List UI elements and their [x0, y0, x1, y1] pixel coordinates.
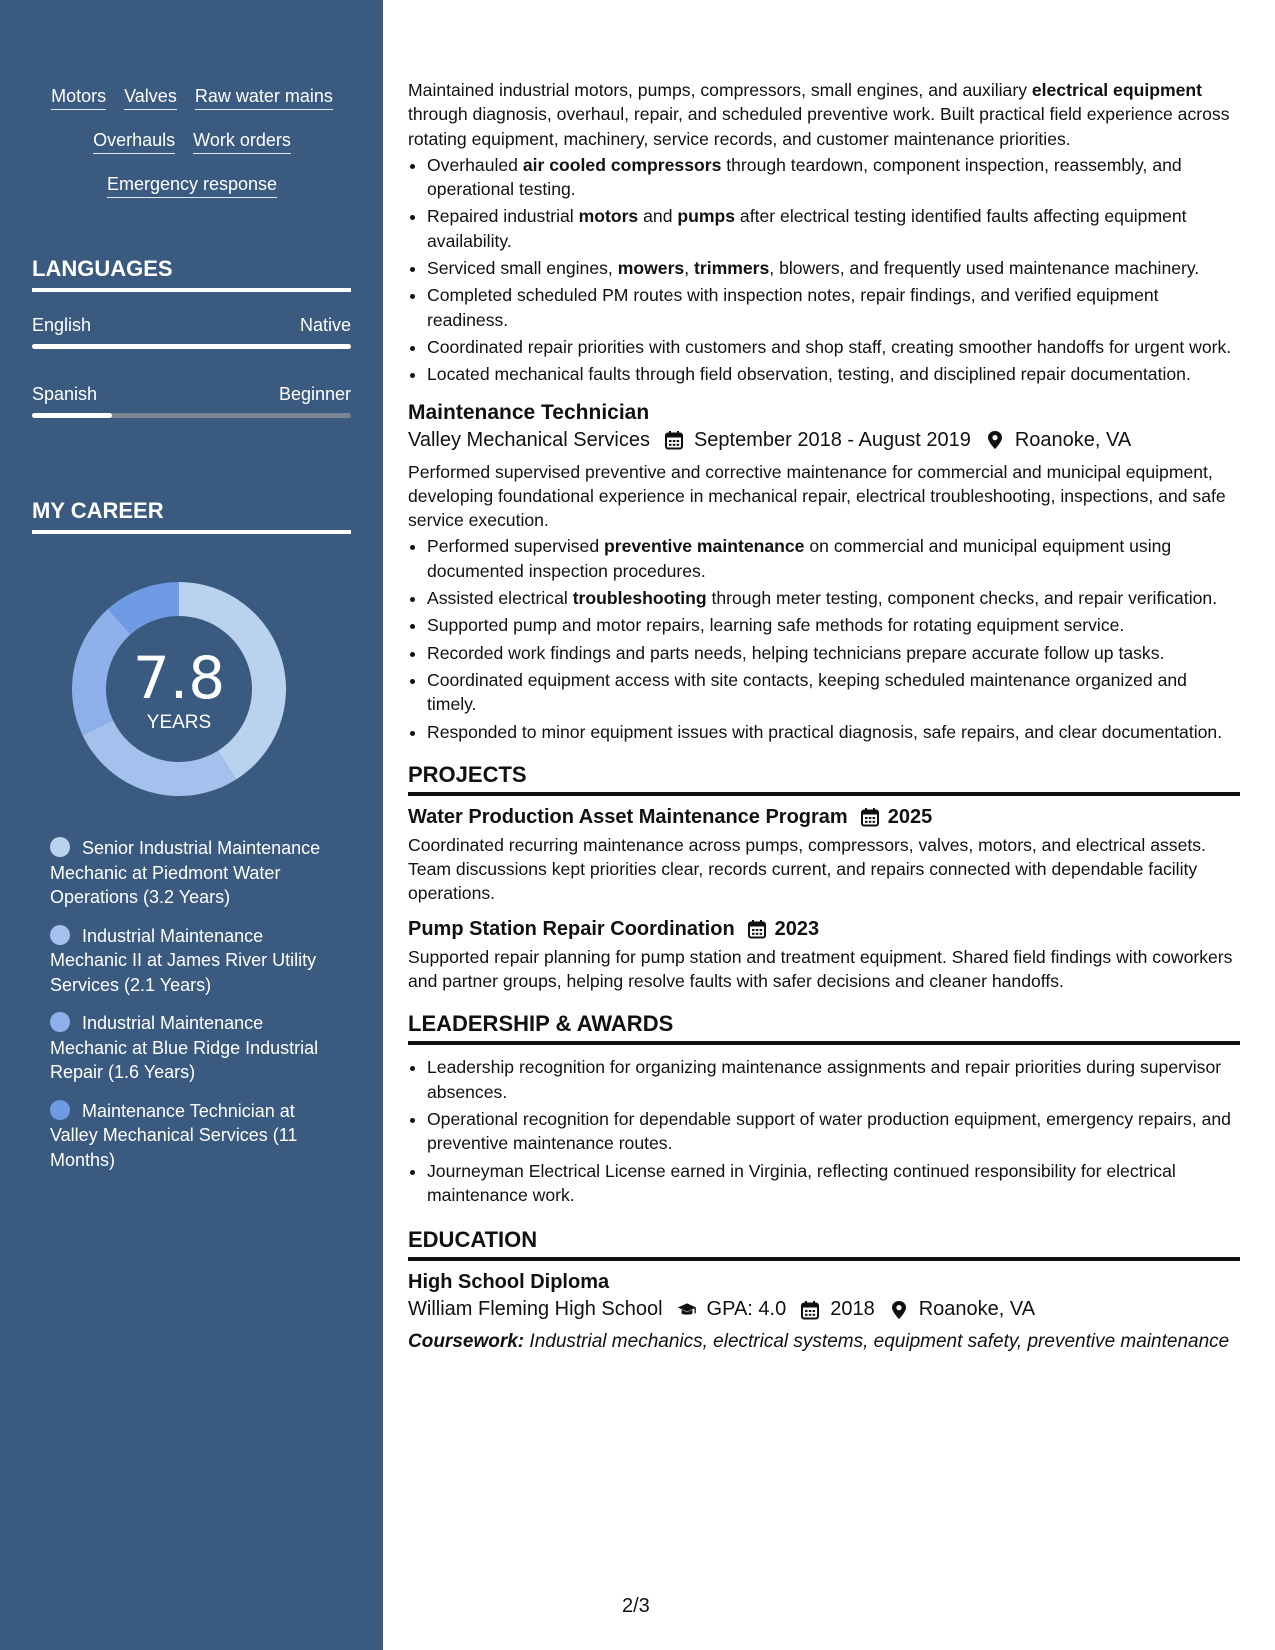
job-company: Valley Mechanical Services [408, 428, 650, 451]
career-heading: MY CAREER [32, 498, 351, 534]
skill-row [32, 174, 352, 198]
previous-job-summary: Maintained industrial motors, pumps, compressors, small engines, and auxiliary electrical equipment through diagnosis, overhaul, repair, and scheduled preventive work. Built practical field experience across rotating equipment, machinery, service records, and customer maintenance priorities. [408, 80, 1230, 149]
career-donut-chart [66, 576, 292, 802]
calendar-icon [800, 1300, 820, 1320]
bullet-item: • Performed supervised preventive maintenance on commercial and municipal equipment using documented inspection procedures. [427, 534, 1240, 583]
gpa: GPA: 4.0 [706, 1298, 787, 1321]
language-bar-fill [32, 344, 351, 349]
project-description: Coordinated recurring maintenance across pumps, compressors, valves, motors, and electrical assets. Team discussions kept priorities clear, records current, and repairs connected with dependable facility operations. [408, 834, 1206, 904]
skills-tags [32, 86, 352, 218]
calendar-icon [664, 430, 684, 450]
skill-tag: Overhauls [93, 130, 175, 154]
legend-dot [50, 925, 70, 945]
bullet-item: • Coordinated repair priorities with customers and shop staff, creating smoother handoffs for urgent work. [427, 335, 1240, 359]
education-heading: EDUCATION [408, 1227, 1240, 1261]
skill-tag: Motors [51, 86, 106, 110]
calendar-icon [747, 919, 767, 939]
skill-row [32, 130, 352, 154]
career-item [50, 1011, 340, 1085]
career-list [50, 836, 340, 1186]
bullet-item: • Completed scheduled PM routes with inspection notes, repair findings, and verified equipment readiness. [427, 283, 1240, 332]
language-bar-fill [32, 413, 112, 418]
coursework [408, 1329, 1240, 1354]
project-name: Pump Station Repair Coordination [408, 917, 735, 940]
location-pin-icon [985, 430, 1005, 450]
education-meta [408, 1298, 1240, 1321]
language-bar [32, 344, 351, 349]
graduation-cap-icon [677, 1300, 697, 1320]
job-title: Maintenance Technician [408, 400, 650, 424]
language-name: Spanish [32, 384, 98, 404]
bullet-item: • Journeyman Electrical License earned in Virginia, reflecting continued responsibility for electrical maintenance work. [427, 1159, 1240, 1208]
career-item-label: Industrial Maintenance Mechanic II at James River Utility Services (2.1 Years) [50, 925, 317, 995]
job-summary: Performed supervised preventive and corrective maintenance for commercial and municipal equipment, developing foundational experience in mechanical repair, electrical troubleshooting, inspections, and safe service execution. [408, 461, 1226, 531]
language-bar [32, 413, 351, 418]
coursework-label: Coursework: [408, 1331, 525, 1353]
bullet-item: • Located mechanical faults through field observation, testing, and disciplined repair documentation. [427, 362, 1240, 386]
school-name: William Fleming High School [408, 1298, 663, 1321]
project-year: 2023 [774, 917, 820, 940]
bullet-item: • Assisted electrical troubleshooting through meter testing, component checks, and repair verification. [427, 586, 1240, 610]
bullet-item: • Serviced small engines, mowers, trimmers, blowers, and frequently used maintenance machinery. [427, 256, 1240, 280]
language-row [32, 384, 351, 405]
calendar-icon [860, 807, 880, 827]
career-item-label: Industrial Maintenance Mechanic at Blue Ridge Industrial Repair (1.6 Years) [50, 1013, 319, 1082]
page-number: 2/3 [622, 1595, 650, 1617]
coursework-text: Industrial mechanics, electrical systems, equipment safety, preventive maintenance [529, 1331, 1230, 1353]
bullet-item: • Overhauled air cooled compressors through teardown, component inspection, reassembly, and operational testing. [427, 153, 1240, 202]
career-item-label: Maintenance Technician at Valley Mechanical Services (11 Months) [50, 1100, 298, 1170]
bullet-item: • Repaired industrial motors and pumps after electrical testing identified faults affecting equipment availability. [427, 204, 1240, 253]
school-location: Roanoke, VA [918, 1298, 1036, 1321]
projects-heading: PROJECTS [408, 762, 1240, 796]
bullet-item: • Supported pump and motor repairs, learning safe methods for rotating equipment service. [427, 613, 1240, 637]
bullet-item: • Responded to minor equipment issues with practical diagnosis, safe repairs, and clear documentation. [427, 720, 1240, 744]
previous-job-bullets [408, 153, 1240, 387]
language-level: Beginner [278, 384, 351, 404]
legend-dot [50, 1100, 70, 1120]
main-content [408, 78, 1240, 1354]
language-name: English [32, 315, 92, 335]
donut-segment [72, 609, 131, 735]
skill-tag: Raw water mains [195, 86, 333, 110]
project-title [408, 806, 1240, 829]
location-pin-icon [889, 1300, 909, 1320]
skill-tag: Valves [124, 86, 177, 110]
career-unit: YEARS [146, 712, 212, 733]
job-bullets [408, 534, 1240, 743]
job-meta [408, 429, 1240, 452]
job-location: Roanoke, VA [1014, 428, 1132, 451]
career-total: 7.8 [132, 644, 226, 712]
career-item [50, 1099, 340, 1173]
legend-dot [50, 837, 70, 857]
bullet-item: • Leadership recognition for organizing maintenance assignments and repair priorities during supervisor absences. [427, 1055, 1240, 1104]
project-year: 2025 [887, 805, 933, 828]
degree-title: High School Diploma [408, 1271, 610, 1294]
career-item [50, 836, 340, 910]
career-item-label: Senior Industrial Maintenance Mechanic at Piedmont Water Operations (3.2 Years) [50, 838, 321, 907]
career-item [50, 924, 340, 998]
skill-row [32, 86, 352, 110]
language-level: Native [299, 315, 351, 335]
project-description: Supported repair planning for pump station and treatment equipment. Shared field findings with coworkers and partner groups, helping resolve faults with safer decisions and cleaner handoffs. [408, 946, 1233, 992]
bullet-item: • Coordinated equipment access with site contacts, keeping scheduled maintenance organized and timely. [427, 668, 1240, 717]
languages-heading: LANGUAGES [32, 256, 351, 292]
project-title [408, 918, 1240, 941]
leadership-heading: LEADERSHIP & AWARDS [408, 1011, 1240, 1045]
graduation-year: 2018 [830, 1298, 875, 1321]
bullet-item: • Recorded work findings and parts needs, helping technicians prepare accurate follow up tasks. [427, 641, 1240, 665]
sidebar [0, 0, 383, 1650]
project-name: Water Production Asset Maintenance Program [408, 805, 848, 828]
leadership-bullets [408, 1055, 1240, 1207]
language-row [32, 315, 351, 336]
legend-dot [50, 1012, 70, 1032]
bullet-item: • Operational recognition for dependable support of water production equipment, emergency repairs, and preventive maintenance routes. [427, 1107, 1240, 1156]
skill-tag: Work orders [193, 130, 291, 154]
skill-tag: Emergency response [107, 174, 277, 198]
job-dates: September 2018 - August 2019 [693, 428, 971, 451]
